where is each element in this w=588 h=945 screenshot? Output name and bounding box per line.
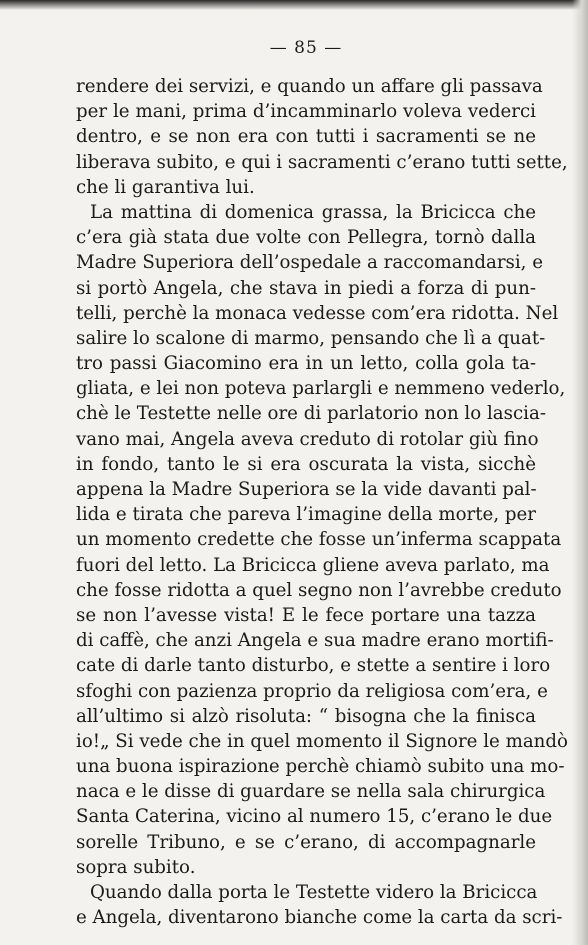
text-line: se non l’avesse vista! E le fece portare una tazza <box>76 604 536 626</box>
text-line: all’ultimo si alzò risoluta: “ bisogna che la finisca <box>76 705 536 727</box>
text-line: appena la Madre Superiora se la vide davanti pal- <box>76 479 537 500</box>
paragraph <box>76 74 568 200</box>
text-line: telli, perchè la monaca vedesse com’era ridotta. Nel <box>76 302 559 324</box>
text-line: per le mani, prima d’incamminarlo voleva vederci <box>76 101 536 123</box>
text-line: che li garantiva lui. <box>76 176 255 198</box>
text-line: c’era già stata due volte con Pellegra, tornò dalla <box>76 227 536 249</box>
text-line: Santa Caterina, vicino al numero 15, c’erano le due <box>76 806 553 828</box>
text-line: gliata, e lei non poteva parlargli e nemmeno vederlo, <box>76 378 566 400</box>
page-number: — 85 — <box>269 38 343 58</box>
text-line: sorelle Tribuno, e se c’erano, di accompagnarle <box>76 831 536 853</box>
text-line: fuori del letto. La Bricicca gliene aveva parlato, ma <box>76 554 550 576</box>
paragraph <box>76 880 563 930</box>
text-line: naca e le disse di guardare se nella sala chirurgica <box>76 781 546 803</box>
text-line: Madre Superiora dell’ospedale a raccomandarsi, e <box>76 252 544 274</box>
text-line: vano mai, Angela aveva creduto di rotolar giù fino <box>76 428 539 450</box>
text-line: cate di darle tanto disturbo, e stette a sentire i loro <box>76 655 551 677</box>
text-line: liberava subito, e qui i sacramenti c’erano tutti sette, <box>76 151 568 173</box>
text-line: chè le Testette nelle ore di parlatorio non lo lascia- <box>76 403 546 425</box>
text-line: salire lo scalone di marmo, pensando che lì a quat- <box>76 327 546 349</box>
text-line: sopra subito. <box>76 856 196 878</box>
text-line: in fondo, tanto le si era oscurata la vista, sicchè <box>76 453 536 475</box>
text-line: e Angela, diventarono bianche come la carta da scri- <box>76 907 563 929</box>
paragraph <box>76 200 568 880</box>
book-page <box>76 34 568 930</box>
scan-shadow-right <box>572 0 588 945</box>
text-line: sfoghi con pazienza proprio da religiosa com’era, e <box>76 680 548 702</box>
text-line: dentro, e se non era con tutti i sacramenti se ne <box>76 126 536 148</box>
text-line: un momento credette che fosse un’inferma scappata <box>76 529 562 551</box>
text-line: io!„ Si vede che in quel momento il Signore le mandò <box>76 730 568 752</box>
text-line: di caffè, che anzi Angela e sua madre erano mortifi- <box>76 630 554 652</box>
text-line: una buona ispirazione perchè chiamò subito una mo- <box>76 756 565 778</box>
text-line: La mattina di domenica grassa, la Bricicca che <box>90 201 536 223</box>
text-line: rendere dei servizi, e quando un affare gli passava <box>76 76 543 97</box>
scan-shadow-top <box>0 0 588 10</box>
text-line: Quando dalla porta le Testette videro la Bricicca <box>90 882 538 903</box>
page-body-text <box>76 74 568 930</box>
text-line: si portò Angela, che stava in piedi a forza di pun- <box>76 277 536 299</box>
text-line: lida e tirata che pareva l’imagine della morte, per <box>76 504 536 526</box>
text-line: che fosse ridotta a quel segno non l’avrebbe creduto <box>76 579 562 601</box>
text-line: tro passi Giacomino era in un letto, colla gola ta- <box>76 353 536 375</box>
